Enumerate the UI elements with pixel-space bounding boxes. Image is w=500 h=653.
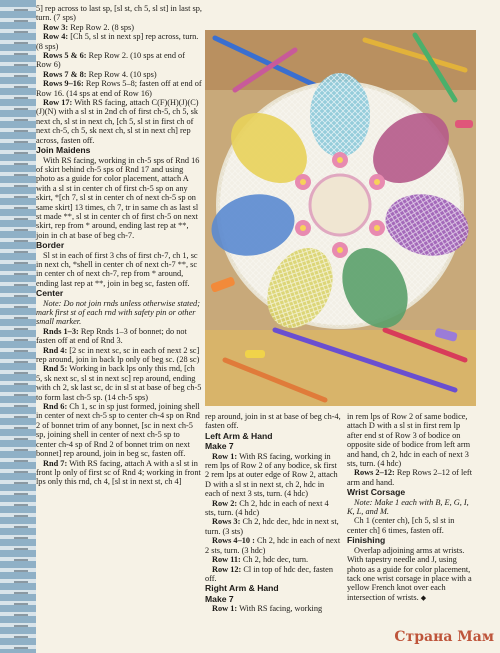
finishing-text: Overlap adjoining arms at wrists. With tapestry needle and J, using photo as a guide for color placement, tack one wrist corsage in place with a yellow French knot over each intersection of wrists. ◆ bbox=[347, 545, 472, 602]
make-count: Make 7 bbox=[205, 593, 234, 604]
make-count: Make 7 bbox=[205, 441, 234, 452]
row-3: Rows 3: Ch 2, hdc dec, hdc in next st, turn. (3 sts) bbox=[205, 517, 339, 536]
rnd-5: Rnd 5: Working in back lps only this rnd, [ch 5, sk next sc, sl st in next sc] rep around, ending with ch 2, sk last sc, dc in sl st at base of beg ch-5 to form last ch-5 sp. (14 ch-5 sps) bbox=[36, 364, 202, 402]
heading-finishing: Finishing bbox=[347, 535, 386, 546]
rnds-1-3: Rnds 1–3: Rep Rnds 1–3 of bonnet; do not fasten off at end of Rnd 3. bbox=[36, 326, 187, 346]
right-row-1: Row 1: With RS facing, working bbox=[212, 604, 323, 614]
crochet-doily-photo bbox=[205, 30, 476, 406]
heading-wrist-corsage: Wrist Corsage bbox=[347, 487, 406, 498]
row-3: Row 3: Rep Row 2. (8 sps) bbox=[43, 22, 135, 32]
watermark: Страна Мам bbox=[394, 629, 494, 645]
heading-right-arm: Right Arm & Hand bbox=[205, 583, 279, 594]
wrist-note: Note: Make 1 each with B, E, G, I, K, L, and M. bbox=[347, 497, 469, 517]
paragraph: 5] rep across to last sp, [sl st, ch 5, sl st] in last sp, turn. (7 sps) bbox=[36, 4, 202, 23]
row-1: Row 1: With RS facing, working in rem lps of Row 2 of any bodice, sk first 2 rem lps at outer edge of Row 2, attach D with a sl st in next st, ch 2, hdc in each of next 3 sts, turn. (4 hdc) bbox=[205, 451, 338, 499]
center-note: Note: Do not join rnds unless otherwise stated; mark first st of each rnd with safety pin or other small marker. bbox=[36, 298, 200, 327]
rows-5-6: Rows 5 & 6: Rep Row 2. (10 sps at end of Row 6) bbox=[36, 51, 185, 70]
heading-join-maidens: Join Maidens bbox=[36, 145, 91, 156]
join-text: With RS facing, working in ch-5 sps of Rnd 16 of skirt behind ch-5 sps of Rnd 17 and using photo as a guide for color placement, attach A with a sl st in center ch of first ch-5 sp on any skirt, *[ch 7, sl st in center ch of next ch-5 sp on same skirt] 13 times, ch 7, tr in same ch as last sl st made **, sl st in center ch of first ch-5 on next skirt, rep from * around, ending last rep at **, join in ch at base of beg ch-7. bbox=[36, 155, 200, 240]
paragraph: rep around, join in st at base of beg ch-4, fasten off. bbox=[205, 412, 341, 431]
spiral-binding bbox=[0, 0, 36, 653]
end-mark-icon: ◆ bbox=[420, 593, 427, 602]
row-11: Row 11: Ch 2, hdc dec, turn. bbox=[212, 555, 309, 565]
rnd-6: Rnd 6: Ch 1, sc in sp just formed, joining shell in center of next ch-5 sp to center ch-4 sp on Rnd 2 of bonnet trim of any bonnet, [sc in next ch-5 sp, joining shell in center of next ch-5 sp to center ch-4 sp of Rnd 2 of bonnet trim on next bonnet] rep around, join in beg sc, fasten off. bbox=[36, 402, 200, 459]
border-text: Sl st in each of first 3 chs of first ch-7, ch 1, sc in next ch, *shell in center ch of next ch-7 **, sc in center ch of next ch-7, rep from * around, ending last rep at **, join in beg sc, fasten off. bbox=[36, 250, 198, 288]
rows-7-8: Rows 7 & 8: Rep Row 4. (10 sps) bbox=[43, 69, 157, 79]
row-2: Row 2: Ch 2, hdc in each of next 4 sts, turn. (4 hdc) bbox=[205, 498, 329, 518]
heading-left-arm: Left Arm & Hand bbox=[205, 430, 273, 441]
row-12: Row 12: Cl in top of hdc dec, fasten off. bbox=[205, 564, 333, 583]
right-column bbox=[347, 412, 472, 603]
doily-illustration bbox=[205, 30, 476, 406]
row-17: Row 17: With RS facing, attach C(F)(H)(J)(C)(J)(N) with a sl st in 2nd ch of first ch-5, ch 5, sk next ch, sl st in next ch, [ch 5, sl st in first ch of next ch-5, ch 5, sk next ch, sl st in next ch] rep across, fasten off. bbox=[36, 98, 199, 145]
rows-2-12: Rows 2–12: Rep Rows 2–12 of left arm and hand. bbox=[347, 468, 473, 487]
rows-4-10: Rows 4–10 : Ch 2, hdc in each of next 2 sts, turn. (3 hdc) bbox=[205, 536, 341, 555]
heading-border: Border bbox=[36, 240, 65, 251]
rnd-7: Rnd 7: With RS facing, attach A with a sl st in front lp only of first sc of Rnd 4; working in front lps only this rnd, ch 4, [sl st in next st, ch 4] bbox=[36, 458, 201, 487]
paragraph: in rem lps of Row 2 of same bodice, attach D with a sl st in first rem lp after end st of Row 3 of bodice on opposite side of bodice from left arm and hand, ch 2, hdc in each of next 3 sts, turn. (4 hdc) bbox=[347, 412, 471, 469]
middle-column bbox=[205, 412, 341, 614]
rows-9-16: Rows 9–16: Rep Rows 5–8; fasten off at end of Row 16. (14 sps at end of Row 16) bbox=[36, 79, 202, 98]
wrist-text: Ch 1 (center ch), [ch 5, sl st in center ch] 6 times, fasten off. bbox=[347, 516, 455, 535]
heading-center: Center bbox=[36, 288, 64, 299]
rnd-4: Rnd 4: [2 sc in next sc, sc in each of next 2 sc] rep around, join in back lp only of beg sc. (28 sc) bbox=[36, 345, 200, 365]
row-4: Row 4: [Ch 5, sl st in next sp] rep across, turn. (8 sps) bbox=[36, 32, 199, 51]
left-column bbox=[36, 4, 202, 487]
